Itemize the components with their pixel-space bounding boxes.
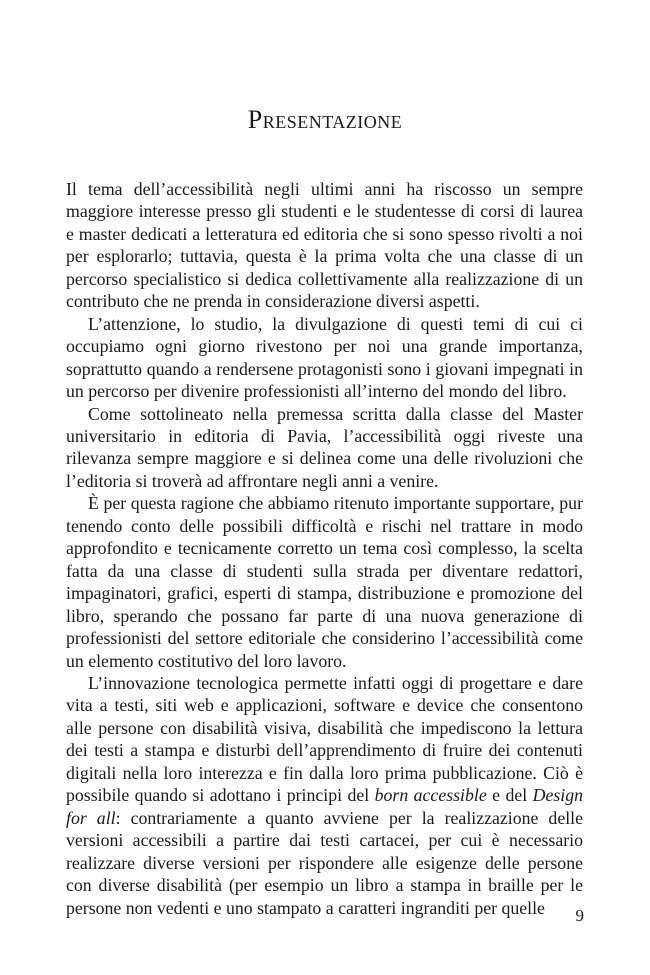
paragraph: Come sottolineato nella premessa scritta dalla classe del Master universitario in editoria di Pavia, l’accessibilità oggi riveste una rilevanza sempre maggiore e si delinea come una delle rivoluzioni che l’editoria si troverà ad affrontare negli anni a venire. <box>66 403 583 491</box>
paragraph: L’attenzione, lo studio, la divulgazione di questi temi di cui ci occupiamo ogni giorno rivestono per noi una grande importanza, soprattutto quando a rendersene protagonisti sono i giovani impegnati in un percorso per divenire professionisti all’interno del mondo del libro. <box>66 313 583 402</box>
paragraph: Il tema dell’accessibilità negli ultimi anni ha riscosso un sempre maggiore interesse presso gli studenti e le studentesse di corsi di laurea e master dedicati a letteratura ed editoria che si sono spesso rivolti a noi per esplorarlo; tuttavia, questa è la prima volta che una classe di un percorso specialistico si dedica collettivamente alla realizzazione di un contributo che ne prenda in considerazione diversi aspetti. <box>66 179 583 312</box>
paragraph <box>66 672 583 919</box>
italic-term: Design for all <box>66 785 583 828</box>
paragraph-text: : contrariamente a quanto avviene per la realizzazione delle versioni accessibili a partire dai testi cartacei, per cui è necessario realizzare diverse versioni per rispondere alle esigenze delle persone con diverse disabilità (per esempio un libro a stampa in braille per le persone non vedenti e uno stampato a caratteri ingranditi per quelle <box>66 807 583 918</box>
paragraph: È per questa ragione che abbiamo ritenuto importante supportare, pur tenendo conto delle possibili difficoltà e rischi nel trattare in modo approfondito e tecnicamente corretto un tema così complesso, la scelta fatta da una classe di studenti sulla strada per diventare redattori, impaginatori, grafici, esperti di stampa, distribuzione e promozione del libro, sperando che possano far parte di una nuova generazione di professionisti del settore editoriale che considerino l’accessibilità come un elemento costitutivo del loro lavoro. <box>66 493 583 671</box>
page-title: Presentazione <box>247 105 403 135</box>
italic-term: born accessible <box>374 785 487 806</box>
page-number: 9 <box>575 906 584 925</box>
body-text <box>66 178 583 919</box>
paragraph-text: L’innovazione tecnologica permette infatti oggi di progettare e dare vita a testi, siti web e applicazioni, software e device che consentono alle persone con disabilità visiva, disabilità che impediscono la lettura dei testi a stampa e disturbi dell’apprendimento di fruire dei contenuti digitali nella loro interezza e fin dalla loro prima pubblicazione. Ciò è possibile quando si adottano i principi del <box>66 672 583 806</box>
paragraph-text: e del <box>486 785 533 806</box>
